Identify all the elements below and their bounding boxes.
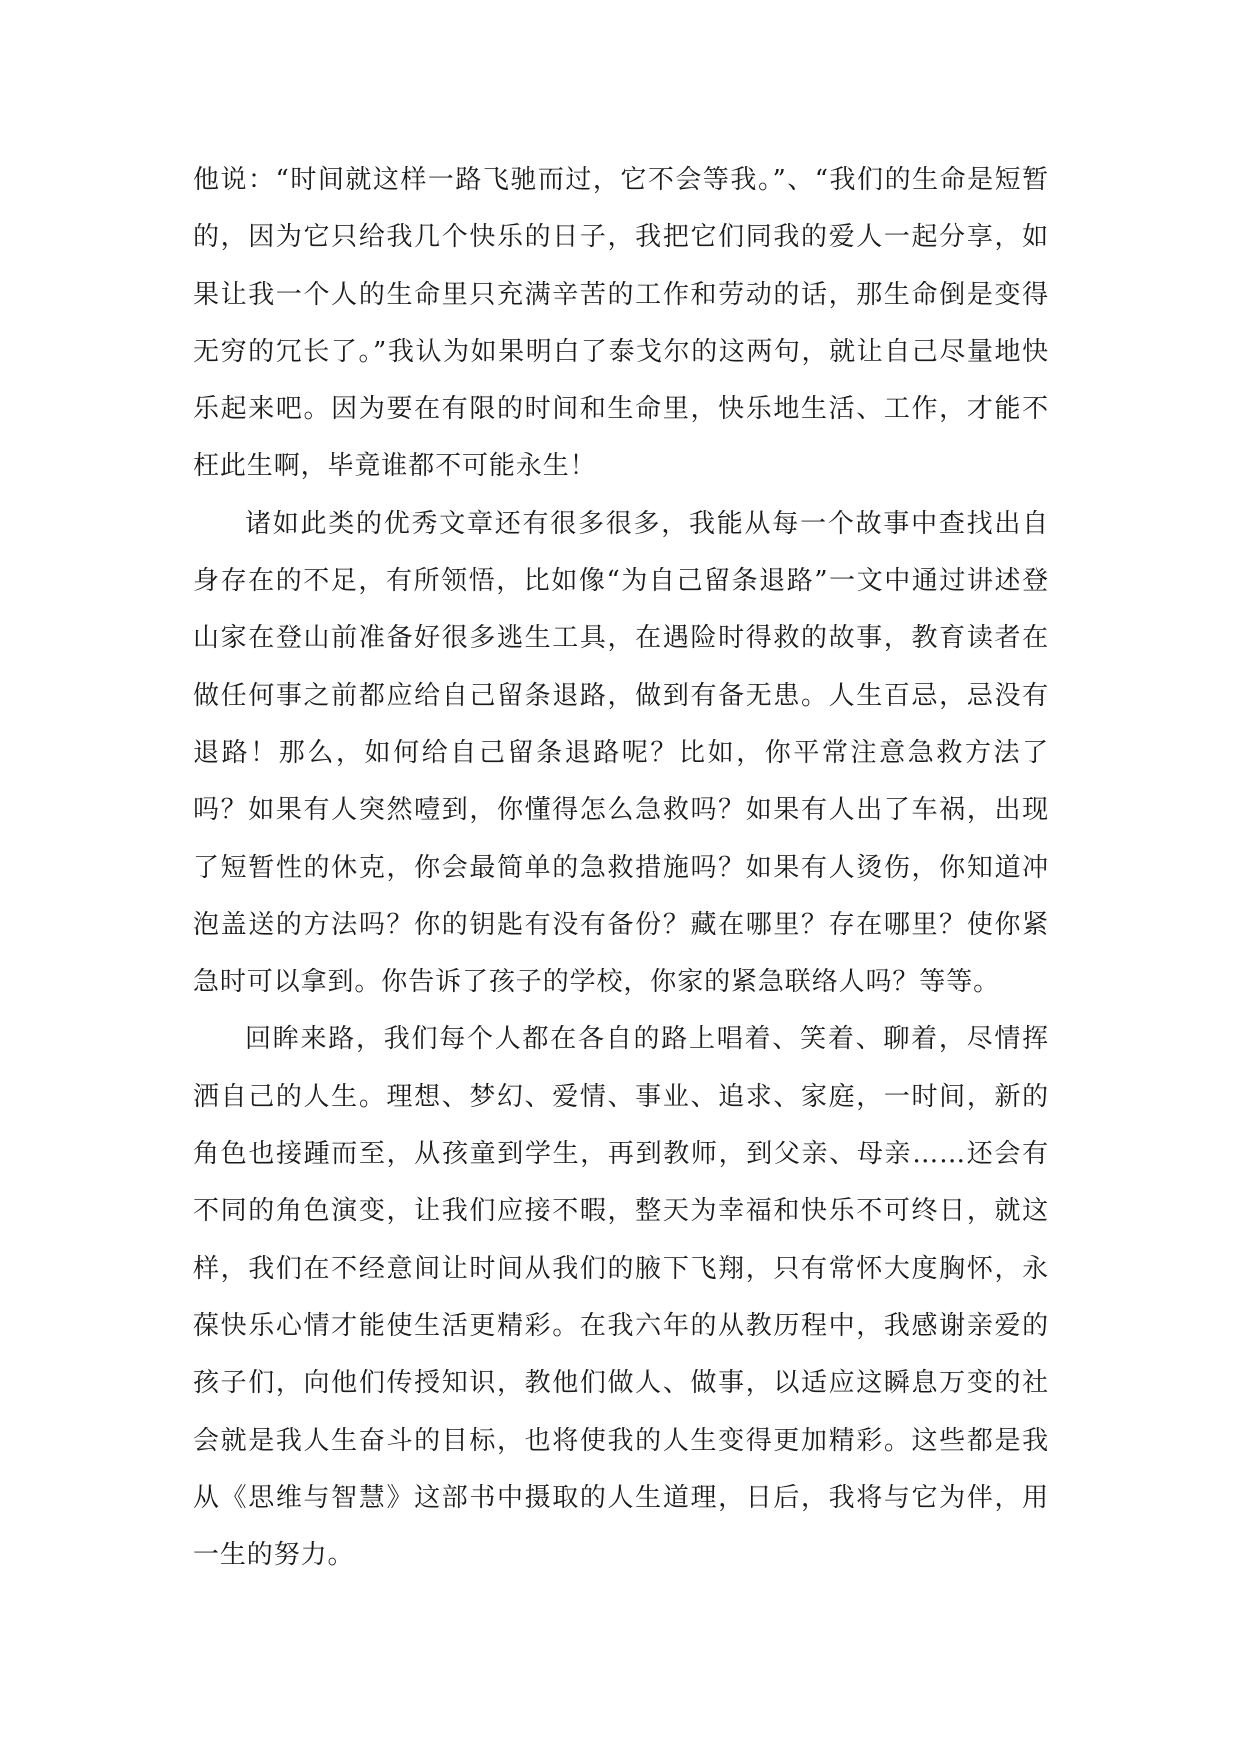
paragraph-1: 他说：“时间就这样一路飞驰而过，它不会等我。”、“我们的生命是短暂的，因为它只给我几个快乐的日子，我把它们同我的爱人一起分享，如果让我一个人的生命里只充满辛苦的工作和劳动的话，那生命倒是变得无穷的冗长了。”我认为如果明白了泰戈尔的这两句，就让自己尽量地快乐起来吧。因为要在有限的时间和生命里，快乐地生活、工作，才能不枉此生啊，毕竟谁都不可能永生！ [193,165,1049,482]
paragraph-3: 回眸来路，我们每个人都在各自的路上唱着、笑着、聊着，尽情挥洒自己的人生。理想、梦幻、爱情、事业、追求、家庭，一时间，新的角色也接踵而至，从孩童到学生，再到教师，到父亲、母亲……还会有不同的角色演变，让我们应接不暇，整天为幸福和快乐不可终日，就这样，我们在不经意间让时间从我们的腋下飞翔，只有常怀大度胸怀，永葆快乐心情才能使生活更精彩。在我六年的从教历程中，我感谢亲爱的孩子们，向他们传授知识，教他们做人、做事，以适应这瞬息万变的社会就是我人生奋斗的目标，也将使我的人生变得更加精彩。这些都是我从《思维与智慧》这部书中摄取的人生道理，日后，我将与它为伴，用一生的努力。 [193,1024,1049,1571]
document-body [193,152,1049,1584]
paragraph-2: 诸如此类的优秀文章还有很多很多，我能从每一个故事中查找出自身存在的不足，有所领悟，比如像“为自己留条退路”一文中通过讲述登山家在登山前准备好很多逃生工具，在遇险时得救的故事，教育读者在做任何事之前都应给自己留条退路，做到有备无患。人生百忌，忌没有退路！那么，如何给自己留条退路呢？比如，你平常注意急救方法了吗？如果有人突然噎到，你懂得怎么急救吗？如果有人出了车祸，出现了短暂性的休克，你会最简单的急救措施吗？如果有人烫伤，你知道冲泡盖送的方法吗？你的钥匙有没有备份？藏在哪里？存在哪里？使你紧急时可以拿到。你告诉了孩子的学校，你家的紧急联络人吗？等等。 [193,508,1049,998]
